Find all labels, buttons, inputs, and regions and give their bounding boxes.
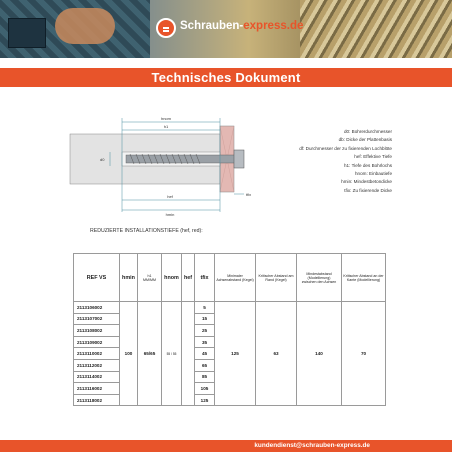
col-tfix: tfix	[195, 254, 215, 302]
col-h1-label: h1	[147, 273, 152, 278]
ref-cell: 2113106002	[74, 302, 120, 314]
col-hnom: hnom	[162, 254, 182, 302]
support-email-link[interactable]: kundendienst@schrauben-express.de	[254, 442, 370, 449]
col-h1	[138, 254, 162, 302]
legend-item: hef: Effektive Tiefe	[354, 154, 392, 160]
ref-cell: 2113112002	[74, 359, 120, 371]
hmin-label: hmin	[165, 212, 175, 217]
col-hef: hef	[182, 254, 195, 302]
col-min-spacing	[297, 254, 342, 302]
min-spacing-cell: 140	[297, 302, 342, 406]
ref-cell: 2113108002	[74, 325, 120, 337]
legend-item: h1: Tiefe des Bohrlochs	[343, 162, 392, 168]
header-banner	[0, 0, 452, 58]
tfix-cell: 65	[195, 359, 215, 371]
tools-photo	[0, 0, 150, 58]
spec-table	[73, 253, 386, 406]
tfix-cell: 25	[195, 325, 215, 337]
ref-cell: 2113107002	[74, 313, 120, 325]
col-ref: REF VS	[74, 254, 120, 302]
tfix-cell: 125	[195, 394, 215, 406]
h1-cell: 65/65	[138, 302, 162, 406]
logo-text	[180, 20, 303, 32]
tfix-label: tfix	[246, 192, 252, 197]
tool-case-shape	[8, 18, 46, 48]
drawing-legend	[262, 128, 392, 195]
screws-photo	[300, 0, 452, 58]
axis-cell: 125	[215, 302, 256, 406]
col-hmin: hmin	[120, 254, 138, 302]
logo-text-part1: Schrauben-	[180, 20, 244, 32]
hnom-label: hnom	[160, 116, 172, 121]
col-min-spacing-label: Mindestabstand (Modellierung)	[306, 271, 332, 280]
hef-label: hef	[167, 194, 173, 199]
tfix-cell: 5	[195, 302, 215, 314]
tfix-cell: 85	[195, 371, 215, 383]
col-axis-distance: Minimaler Achsenabstand (Kegel)	[215, 254, 256, 302]
col-critical-edge: Kritischer Abstand an der Kante (Modellierung)	[342, 254, 386, 302]
installation-drawing	[70, 112, 250, 224]
ref-cell: 2113116002	[74, 383, 120, 395]
hmin-cell: 100	[120, 302, 138, 406]
legend-item: hmin: Mindestbetondicke	[341, 179, 392, 185]
legend-item: d0: Bohrerdurchmesser	[343, 129, 392, 134]
document-title: Technisches Dokument	[151, 70, 301, 85]
tfix-cell: 45	[195, 348, 215, 360]
legend-item: hnom: Einbautiefe	[354, 171, 392, 177]
critical-edge-cell: 70	[342, 302, 386, 406]
ref-cell: 2113114002	[74, 371, 120, 383]
table-header-row	[74, 254, 386, 302]
d0-label: d0	[100, 157, 105, 162]
h1-label: h1	[163, 124, 169, 129]
table-row	[74, 302, 386, 314]
hnom-cell: 55 / 55	[162, 302, 182, 406]
section-heading: REDUZIERTE INSTALLATIONSTIEFE (hef, red):	[90, 228, 203, 234]
ref-cell: 2113109002	[74, 336, 120, 348]
brand-logo[interactable]	[150, 12, 305, 44]
tfix-cell: 35	[195, 336, 215, 348]
hef-cell	[182, 302, 195, 406]
tfix-cell: 105	[195, 383, 215, 395]
logo-icon	[156, 18, 176, 38]
screw-head	[234, 150, 244, 168]
ref-cell: 2113118002	[74, 394, 120, 406]
legend-item: db: Dicke der Plattenbasis	[338, 137, 392, 143]
legend-item: df: Durchmesser der zu fixierenden Lochblöte	[299, 145, 392, 151]
ref-cell: 2113110002	[74, 348, 120, 360]
col-min-spacing-note: zwischen den Achsen	[301, 279, 337, 284]
hand-shape	[55, 8, 115, 44]
logo-text-part2: express.de	[243, 20, 304, 32]
edge-cell: 63	[256, 302, 297, 406]
col-edge-distance: Kritischer Abstand am Rand (Kegel)	[256, 254, 297, 302]
footer-bar	[0, 440, 452, 452]
col-h1-unit: MM/MM	[143, 277, 156, 282]
tfix-cell: 15	[195, 313, 215, 325]
legend-item: tfix: Zu fixierende Dicke	[344, 187, 392, 193]
